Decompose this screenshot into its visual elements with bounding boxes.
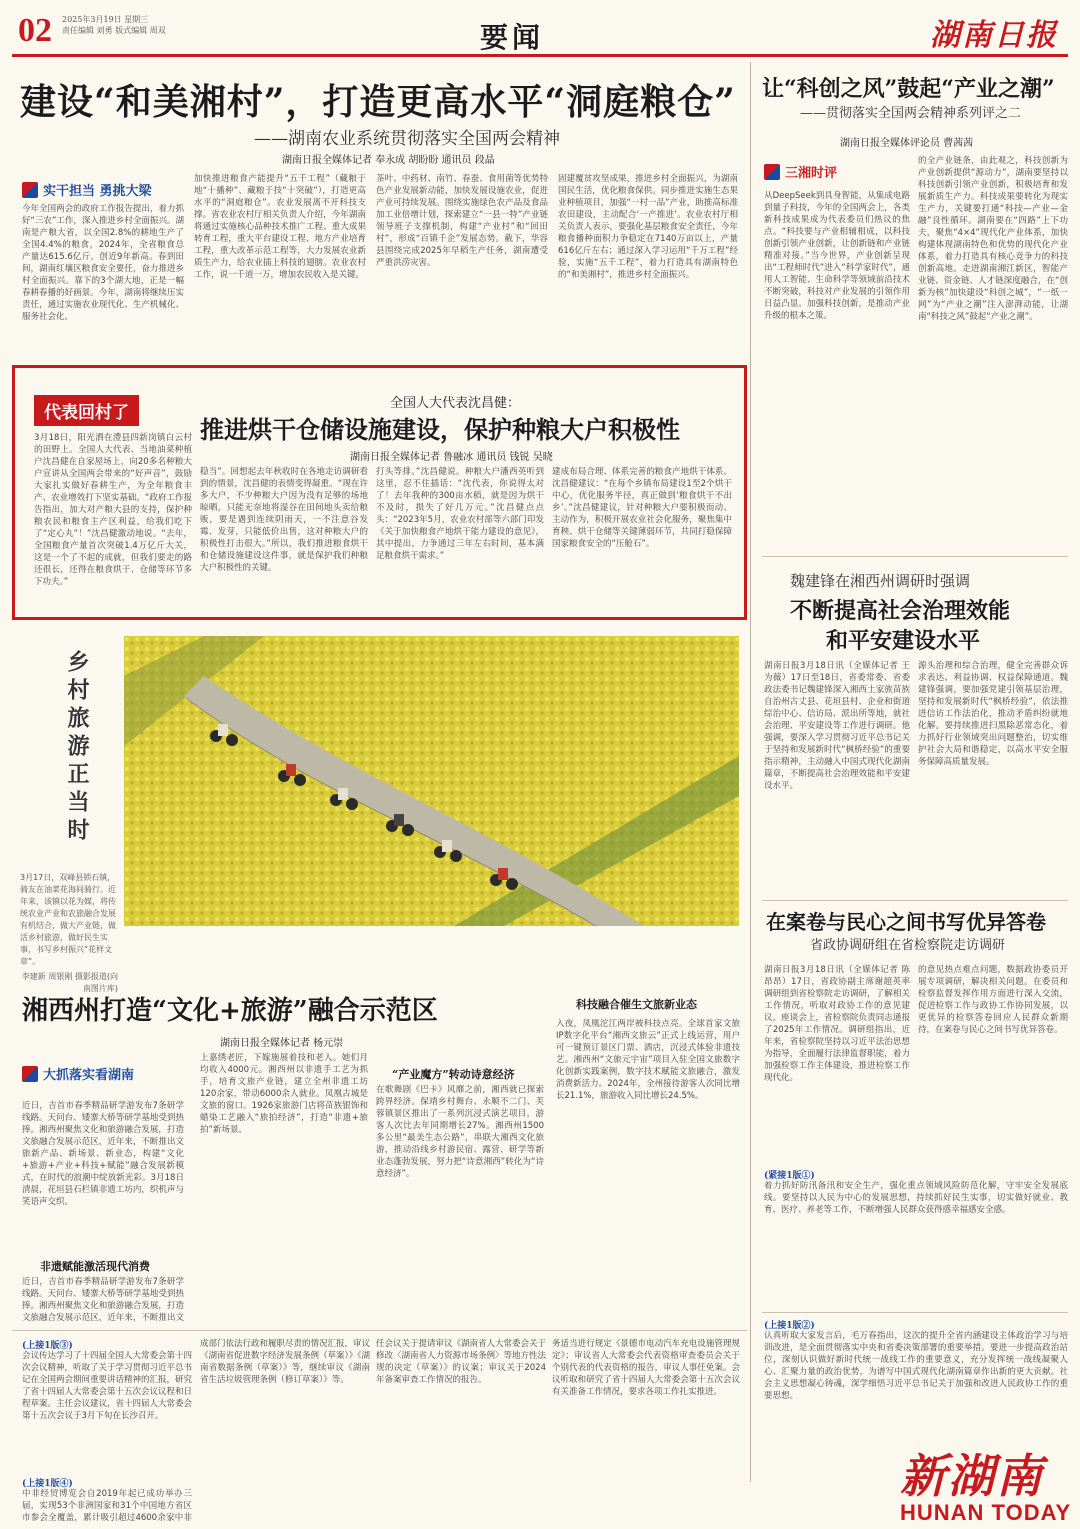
story1-col-1: 湖南日报3月18日讯（全媒体记者 王为薇）17日至18日，省委常委、省委政法委书记魏建锋深入湘西土家族苗族自治州古丈县、花垣县村、企业和街道综治中心、信访局、派出所等地，就社会治理、平安建设等工作进行调研。他强调，要深入学习贯彻习近平总书记关于坚持和发展新时代“枫桥经验”的重要指示精神，主动融入中国式现代化湖南篇章，不断提高社会治理效能和平安建设水平。 (764, 661, 910, 791)
jump-col-4: 务适当进行规定《景德市电动汽车充电设施管理规定》；审议省人大常委会代表资格审查委员会关于个别代表的代表资格的报告，审议人事任免案。会议听取和研究了省十四届人大常委会第十五次会议有关准备工作情况，要求各项工作扎实推进。 (552, 1339, 740, 1397)
masthead-rule (12, 54, 1068, 57)
story1-kicker: 魏建锋在湘西州调研时强调 (790, 572, 971, 590)
lead-col-4: 固建覆贫攻坚成果，推进乡村全面振兴，为湖南国民生活，优化粮食保供。同步推进实施生态果业种植项目，加强“一村一品”产业，助推高标准农田建设，主动配合‘一产推进’。农业农村厅相关负责人表示，要强化基层粮食安全责任，今年粮食播种面积力争稳定在7140万亩以上，产量616亿斤左右；通过深入学习运用“千万工程”经验，实施“五千工程”，着力打造具有湖南特色的“和美湘村”，推进乡村全面振兴。 (558, 174, 738, 280)
story1-headline-2: 和平安建设水平 (826, 628, 981, 654)
lead-col-3: 茶叶、中药材、南竹、春蚕、食用菌等优势特色产业发展新动能，加快发展设施农业，促进产业可持续发展。围绕实施绿色农产品及食品加工业倍增计划，探索建立“一县一特”产业链领导班子支撑机制，构建“产业村”和“回田村”，形成“百镇千企”发展态势。截下，华容县围绕完成2025年早稻生产任务，湖南遭受严重洪涝灾害。 (376, 174, 548, 268)
lead-subheadline: ——湖南农业系统贯彻落实全国两会精神 (254, 129, 560, 149)
story2-col-1: 湖南日报3月18日讯（全媒体记者 陈昂昂）17日，省政协副主席谢超英率调研组到省检察院走访调研，了解相关工作情况，听取对政协工作的意见建议。座谈会上，省检察院负责同志通报了2025年工作情况。调研组指出，近年来，省检察院坚持以习近平法治思想为指导，全面履行法律监督职能，着力加强检察工作主体建设，推进检察工作现代化。 (764, 965, 910, 1083)
lead-tag (22, 180, 152, 199)
lead-col-1: 今年全国两会的政府工作报告提出，着力抓好“三农”工作，深入推进乡村全面振兴。湖南是产粮大省，以全国2.8%的耕地生产了全国4.4%的粮食，2024年，全省粮食总产量达615.6亿斤，创近9年新高。春到田间，湖南红壤区粮食安全要任，奋力推进乡村全面振兴。靠下的3个湖大地，正是一幅春耕春播的好画景。今年，湖南将继续压实责任，通过实施农业现代化、生产机械化、服务社会化。 (22, 204, 184, 322)
jump-label-2: (上接1版④) (22, 1479, 73, 1489)
lead-byline: 湖南日报全媒体记者 奉永成 胡盼盼 通讯员 段晶 (282, 155, 495, 166)
jump-label-1: (上接1版③) (22, 1341, 73, 1351)
lead-headline: 建设“和美湘村”，打造更高水平“洞庭粮仓” (20, 81, 736, 123)
hunan-logo-icon (22, 182, 38, 198)
commentary-col-1: 从DeepSeek到具身智能，从集成电路到量子科技，今年的全国两会上，各类新科技成果成为代表委员们热议的焦点。“科技要与产业相辅相成，以科技创新引领产业创新，让创新链和产业链精准对接。”当今世界，产业创新呈现出“工程师时代”进入“科学家时代”，通用人工智能、生命科学等领域前沿技术不断突破，科技对产业发展的引领作用日益凸显。加强科技创新，是推动产业升级的根本之策。 (764, 191, 910, 321)
photo-caption (20, 872, 118, 995)
section-title: 要闻 (480, 21, 545, 54)
story2-jump-label: (紧接1版①) (764, 1171, 815, 1181)
editors-line: 责任编辑 刘勇 版式编辑 周双 (62, 26, 166, 35)
xiangxi-col-4: 入夜，凤凰沱江两岸被科技点亮。全球首家文旅IP数字化平台“湘西文旅云”正式上线运营，用户可一键预订景区门票、酒店，沉浸式体验非遗技艺。湘西州“文旅元宇宙”项目入驻全国文旅数字化创新实践案例，数字技术赋能文旅融合，激发消费新活力。2024年，全州接待游客人次同比增长21.1%，旅游收入同比增长24.5%。 (556, 1019, 740, 1101)
hunan-today-logo: HUNAN TODAY (900, 1500, 1072, 1525)
box-col-4: 建成布局合理、体系完善的粮食产地烘干体系。沈昌健建议：“在每个乡镇布局建设1至2个烘干中心，优化服务半径，真正做到‘粮食烘干不出乡’。”沈昌健建议，针对种粮大户要积极而动、主动作为，积极开展农业社会化服务，聚焦集中育秧、烘干仓储等关键薄弱环节，共同打稳保障国家粮食安全的“压舱石”。 (552, 467, 732, 549)
commentary-tag-label: 三湘时评 (785, 166, 838, 181)
xiangxi-subhead-economy: “产业魔方”转动诗意经济 (392, 1068, 515, 1081)
story2-col-2: 的意见热点难点问题，数据政协委员开展专项调研，解决相关问题。在委员和检察监督发挥作用方面进行深入交流，促进检察工作与政协工作协同发展，以更优异的检察答卷回应人民群众新期待，在案卷与民心之间书写优异答卷。 (918, 965, 1068, 1035)
page-number: 02 (18, 12, 52, 49)
right-separator-2 (762, 900, 1068, 901)
box-supertitle: 全国人大代表沈昌健： (390, 396, 521, 411)
xiangxi-subhead-tech: 科技融合催生文旅新业态 (576, 998, 697, 1011)
rapeseed-field-illustration (124, 636, 739, 926)
box-headline: 推进烘干仓储设施建设，保护种粮大户积极性 (200, 415, 680, 444)
box-tag: 代表回村了 (34, 395, 139, 426)
photo-caption-text: 3月17日，双峰县锁石镇，骑友在油菜花海间骑行。近年来，该镇以花为媒，将传统农业产业和农旅融合发展有机结合，做大产业链，做活乡村旅游，做好民生实事，书写乡村振兴“花样文章”。 (20, 873, 116, 966)
story3-text: 认真听取大家发言后，毛万春指出，这次的提升全省内涵建设主体政治学习与培训改进，是全面贯彻落实中央和省委决策部署的重要举措。要进一步提高政治站位，深刻认识做好新时代统一战线工作的重要意义，充分发挥统一战线凝聚人心、汇聚力量的政治优势，为谱写中国式现代化湖南篇章作出新的更大贡献。社会主义思想凝心铸魂，深学细悟习近平总书记关于加强和改进人民政协工作的重要思想。 (764, 1331, 1068, 1401)
story2-jump-text: 着力抓好防汛备汛和安全生产，强化重点领域风险防范化解，守牢安全发展底线。要坚持以人民为中心的发展思想，持续抓好民生实事，切实做好就业、教育、医疗、养老等工作，不断增强人民群众获得感幸福感安全感。 (764, 1181, 1068, 1215)
newspaper-logo: 湖南日报 (930, 18, 1058, 53)
xiangxi-col-3: 在歌舞剧《巴卡》风靡之前，湘西就已探索跨界经济。保靖乡村舞台、永顺不二门、芙蓉镇景区推出了一系列沉浸式演艺项目，游客人次比去年同期增长27%。湘西州1500多公里“最美生态公路”，串联大湘西文化旅游，推动沿线乡村游民宿、露营、研学等新业态蓬勃发展，努力把“诗意湘西”转化为“诗意经济”。 (376, 1085, 544, 1179)
commentary-headline: 让“科创之风”鼓起“产业之潮” (762, 76, 1055, 102)
story1-col-2: 源头治理和综合治理，健全完善群众诉求表达、利益协调、权益保障通道。魏建锋强调，要加强党建引领基层治理，坚持和发展新时代“枫桥经验”，依法推进信访工作法治化，推动矛盾纠纷就地化解。要持续推进扫黑除恶常态化，着力抓好行业领域突出问题整治，切实维护社会大局和谐稳定，以高水平安全服务保障高质量发展。 (918, 661, 1068, 767)
box-col-2: 稳当”。回想起去年秋收时在各地走访调研看到的情景，沈昌健的表情变得凝重。“现在许多大户，不少种粮大户因为没有足够的场地晾晒，只能无奈地将湿谷在田间地头卖给粮贩，要是遇到连续阴雨天，一不注意谷发霉、发芽，只能低价出售，这对种粮大户的积极性打击很大。”所以，我们推进粮食烘干和仓储设施建设这件事，就是保护我们种粮大户积极性的关键。 (200, 467, 368, 573)
column-divider (750, 62, 751, 1482)
xiangxi-col-1b: 近日，吉首市春季精品研学游发布7条研学线路。天问台、矮寨大桥等研学基地受到热捧。湘西州聚焦文化和旅游融合发展，打造文旅融合发展示范区，近年来，不断推出文 (22, 1277, 184, 1323)
commentary-tag (764, 162, 837, 181)
bottom-separator (12, 1330, 747, 1331)
story2-headline: 在案卷与民心之间书写优异答卷 (766, 910, 1046, 934)
commentary-byline: 湖南日报全媒体评论员 曹茜茜 (840, 138, 974, 149)
xiangxi-tag-label: 大抓落实看湖南 (43, 1068, 135, 1083)
hunan-logo-icon (764, 164, 780, 180)
new-hunan-logo: 新湖南 (900, 1449, 1044, 1503)
xiangxi-col-2: 上嘉绣老匠，下嫁施展着技和老人。她们月均收入4000元。湘西州以非遗手工艺为抓手，培育文旅产业链，建立全州非遗工坊120余家，带动6000余人就业。凤凰古城是文旅的窗口。1926家旅游门店将苗族银饰和蜡染工艺融入“旅拍经济”，打造“非遗+旅拍”新场景。 (200, 1053, 368, 1135)
xiangxi-col-1: 近日，吉首市春季精品研学游发布7条研学线路。天问台、矮寨大桥等研学基地受到热捧。湘西州聚焦文化和旅游融合发展，打造文旅融合发展示范区，近年来，不断推出文旅新产品、新场景、新业态，构建“文化+旅游+产业+科技+赋能”融合发展新模式，在时代的浪潮中绽放新光彩。3月18日清晨，花垣县石栏镇非遗工坊内，织机声与笑语声交织。 (22, 1101, 184, 1207)
box-col-3: 打头等排。”沈昌健说。种粮大户潘西英听到这里，忍不住插话：“沈代表，你说得太对了！去年我种的300亩水稻，就是因为烘干不及时，损失了好几万元。”沈昌健点点头：“2023年5月，农业农村部等六部门印发《关于加快粮食产地烘干能力建设的意见》，其中提出，力争通过三年左右时间，基本满足粮食烘干需求。” (376, 467, 544, 561)
xiangxi-subhead-heritage: 非遗赋能激活现代消费 (40, 1260, 150, 1273)
xiangxi-tag (22, 1064, 134, 1083)
xiangxi-byline: 湖南日报全媒体记者 杨元崇 (220, 1038, 344, 1049)
jump-col-1: 会议传达学习了十四届全国人大常委会第十四次会议精神，听取了关于学习贯彻习近平总书记在全国两会期间重要讲话精神的汇报，研究了省十四届人大常委会第十五次会议议程和日程草案。主任会议建议，省十四届人大常委会第十五次会议于3月下旬在长沙召开。 (22, 1351, 192, 1421)
story1-headline-1: 不断提高社会治理效能 (790, 598, 1011, 624)
jump-col-last: 中非经贸博览会自2019年起已成功举办三届，实现53个非洲国家和31个中国地方省区市参会全覆盖，累计吸引超过4600余家中非 (22, 1489, 192, 1523)
lead-tag-label: 实干担当 勇挑大梁 (43, 184, 152, 199)
commentary-col-2: 的全产业链条，由此观之，科技创新为产业创新提供“源动力”，湖南要坚持以科技创新引领产业创新，积极培育和发展新质生产力。科技成果要转化为现实生产力，关键要打通“科技—产业—金融”良性循环。湖南要在“四路”上下功夫，聚焦“4×4”现代化产业体系，加快构建体现湖南特色和优势的现代化产业体系，着力打造具有核心竞争力的科技创新高地。走进湖南湘江新区，智能产业链、资金链、人才链深度融合，在“创新为核”加快建设“科创之城”，“一纸一网”为“产业之潮”注入澎湃动能，让湖南“科技之风”鼓起“产业之潮”。 (918, 156, 1068, 322)
date-line: 2025年3月19日 星期三 (62, 15, 149, 24)
story2-subheadline: 省政协调研组在省检察院走访调研 (810, 938, 1006, 953)
jump-col-2: 成部门依法行政和履职尽责的情况汇报，审议《湖南省促进数字经济发展条例（草案）》《湖南省数据条例（草案）》等，继续审议《湖南省生活垃圾管理条例（修订草案）》等。 (200, 1339, 370, 1385)
rapeseed-field-photo (124, 636, 739, 926)
right-separator-1 (762, 556, 1068, 557)
lead-col-2: 加快推进粮食产能提升“五千工程”（藏粮于地“十播种”、藏粮于技“十突破”），打造更高水平的“洞庭粮仓”。农业发展离不开科技支撑。省农业农村厅相关负责人介绍，今年湖南将通过实施核心品种技术推广工程、重大成果转育工程，重大平台建设工程、地方产业培育工程，重大改革示范工程等，大力发展农业新质生产力，给农业插上科技的翅膀。农业农村工作，说一千道一万，增加农民收入是关键。 (194, 174, 366, 280)
photo-vertical-title: 乡村旅游正当时 (64, 650, 90, 846)
story3-jump-label: (上接1版②) (764, 1321, 815, 1331)
commentary-subheadline: ——贯彻落实全国两会精神系列评之二 (800, 106, 1022, 121)
jump-col-3: 任会议关于提请审议《湖南省人大常委会关于修改〈湖南省人力资源市场条例〉等地方性法规的决定（草案）》的议案；审议关于2024年备案审查工作情况的报告。 (376, 1339, 546, 1385)
box-byline: 湖南日报全媒体记者 鲁融冰 通讯员 钱锐 吴晓 (350, 452, 553, 463)
xiangxi-headline: 湘西州打造“文化+旅游”融合示范区 (22, 996, 438, 1026)
box-col-1: 3月18日，阳光洒在澧县四新岗镇白云村的田野上。全国人大代表、当地油菜种植户沈昌健在自家屋场上，向20多名种粮大户宣讲从全国两会带来的“好声音”，鼓励大家扎实做好春耕生产，为全年粮食丰产、农业增效打下坚实基础。“政府工作报告指出，加大对产粮大县的支持，保护种粮农民和粮食主产区利益，给我们吃下了“定心丸”！”沈昌健激动地说。“去年，全国粮食产量首次突破1.4万亿斤大关，这是一个了不起的成就，但我们要走的路还很长，还得在粮食烘干、仓储等环节多下功夫。” (34, 433, 192, 587)
hunan-logo-icon (22, 1066, 38, 1082)
right-separator-3 (762, 1312, 1068, 1313)
photo-credit: 李建新 周银刚 摄影报道(向南图片库) (21, 972, 118, 993)
masthead-meta (62, 14, 232, 36)
